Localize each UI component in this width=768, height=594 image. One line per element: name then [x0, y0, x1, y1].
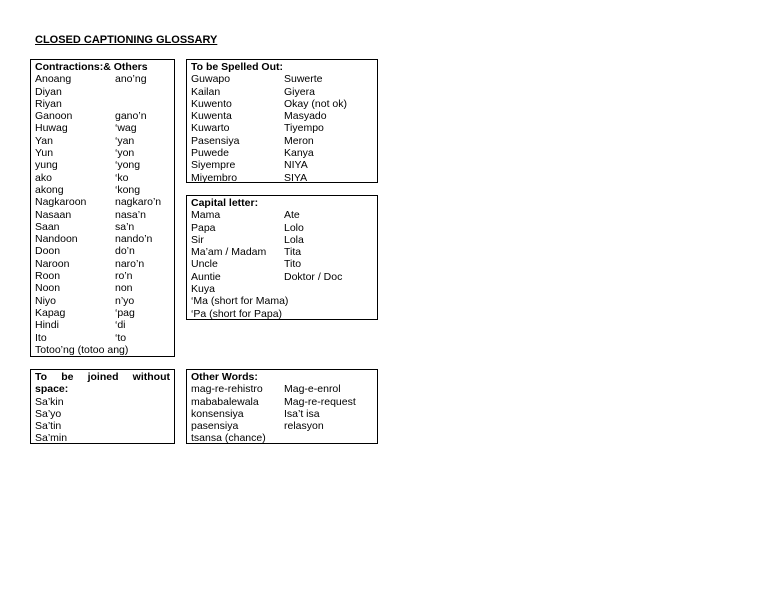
glossary-term: Doon — [35, 245, 61, 258]
glossary-row — [35, 307, 170, 319]
glossary-row — [191, 396, 373, 408]
glossary-row — [35, 73, 170, 85]
glossary-row — [191, 271, 373, 283]
glossary-row — [191, 420, 373, 432]
glossary-row — [35, 233, 170, 245]
glossary-term: Kuwenta — [191, 110, 232, 123]
glossary-form: Tito — [284, 258, 302, 271]
glossary-form: nagkaro’n — [115, 196, 162, 209]
glossary-row — [191, 159, 373, 171]
glossary-form: Tiyempo — [284, 122, 324, 135]
glossary-term: Nagkaroon — [35, 196, 87, 209]
glossary-form: non — [115, 282, 133, 295]
glossary-term: Pasensiya — [191, 134, 240, 147]
capital-single-item: ‘Ma (short for Mama) — [191, 295, 289, 308]
glossary-term: Riyan — [35, 97, 62, 110]
contractions-header: Contractions:& Others — [35, 61, 148, 73]
spelled-out-list — [191, 73, 373, 184]
glossary-term: Sir — [191, 233, 204, 246]
glossary-form: Doktor / Doc — [284, 270, 343, 283]
glossary-form: Suwerte — [284, 73, 323, 86]
glossary-form: Meron — [284, 134, 314, 147]
glossary-term: Kuya — [191, 283, 215, 296]
other-words-header: Other Words: — [191, 371, 258, 383]
glossary-term: Puwede — [191, 147, 229, 160]
page-title: CLOSED CAPTIONING GLOSSARY — [35, 34, 218, 46]
glossary-term: mag-re-rehistro — [191, 383, 263, 396]
glossary-form: Tita — [284, 246, 302, 259]
contractions-box — [30, 59, 175, 357]
glossary-term: Siyempre — [191, 159, 236, 172]
glossary-form: n’yo — [115, 294, 135, 307]
joined-item: Sa’yo — [35, 407, 62, 420]
glossary-row — [191, 172, 373, 184]
glossary-row — [191, 258, 373, 270]
glossary-form: ‘yon — [115, 147, 135, 160]
capital-single-item: ‘Pa (short for Papa) — [191, 307, 283, 320]
glossary-form: ano’ng — [115, 73, 147, 86]
glossary-term: ako — [35, 171, 52, 184]
glossary-form: ro’n — [115, 270, 133, 283]
glossary-row — [191, 283, 373, 295]
glossary-row — [35, 295, 170, 307]
glossary-row — [191, 73, 373, 85]
glossary-term: Ito — [35, 331, 47, 344]
glossary-row — [35, 147, 170, 159]
glossary-row — [35, 332, 170, 344]
glossary-form: naro’n — [115, 257, 145, 270]
glossary-term: Miyembro — [191, 171, 238, 184]
glossary-form: ‘wag — [115, 122, 137, 135]
glossary-row — [191, 98, 373, 110]
glossary-form: ‘to — [115, 331, 127, 344]
joined-item: Sa’tin — [35, 420, 62, 433]
glossary-row — [191, 234, 373, 246]
glossary-term: Mama — [191, 209, 221, 222]
glossary-term: akong — [35, 183, 64, 196]
glossary-form: Ate — [284, 209, 300, 222]
other-words-list — [191, 383, 373, 432]
glossary-row — [191, 147, 373, 159]
glossary-row — [35, 172, 170, 184]
glossary-row — [191, 135, 373, 147]
glossary-term: Nasaan — [35, 208, 72, 221]
glossary-form: ‘yan — [115, 134, 135, 147]
glossary-row — [35, 282, 170, 294]
joined-item: Sa’min — [35, 432, 68, 445]
glossary-term: Roon — [35, 270, 61, 283]
glossary-form: SIYA — [284, 171, 308, 184]
glossary-term: mababalewala — [191, 395, 259, 408]
glossary-row — [35, 86, 170, 98]
glossary-row — [35, 319, 170, 331]
glossary-term: Noon — [35, 282, 61, 295]
glossary-term: Diyan — [35, 85, 62, 98]
glossary-form: Giyera — [284, 85, 315, 98]
glossary-row — [35, 159, 170, 171]
joined-without-space-header: To be joined without space: — [35, 371, 170, 396]
glossary-form: relasyon — [284, 420, 324, 433]
glossary-row — [191, 408, 373, 420]
capital-letter-header: Capital letter: — [191, 197, 259, 209]
glossary-term: pasensiya — [191, 420, 239, 433]
glossary-row — [35, 196, 170, 208]
glossary-term: Naroon — [35, 257, 70, 270]
glossary-row — [35, 122, 170, 134]
glossary-form: ‘kong — [115, 183, 141, 196]
joined-item: Sa’kin — [35, 395, 64, 408]
glossary-row — [35, 245, 170, 257]
glossary-term: Kapag — [35, 306, 66, 319]
other-words-box — [186, 369, 378, 444]
glossary-form: Mag-re-request — [284, 395, 356, 408]
glossary-term: Ganoon — [35, 110, 73, 123]
glossary-term: Papa — [191, 221, 216, 234]
capital-letter-box — [186, 195, 378, 320]
glossary-form: sa’n — [115, 220, 135, 233]
glossary-term: Kuwarto — [191, 122, 230, 135]
glossary-form: nasa’n — [115, 208, 146, 221]
glossary-term: Huwag — [35, 122, 68, 135]
glossary-form: Lola — [284, 233, 304, 246]
glossary-row — [35, 258, 170, 270]
glossary-term: Auntie — [191, 270, 221, 283]
glossary-form: Mag-e-enrol — [284, 383, 341, 396]
glossary-term: Nandoon — [35, 233, 78, 246]
glossary-term: konsensiya — [191, 407, 244, 420]
other-words-last-item: tsansa (chance) — [191, 432, 266, 445]
glossary-form: nando’n — [115, 233, 153, 246]
glossary-row — [191, 246, 373, 258]
glossary-form: Okay (not ok) — [284, 97, 348, 110]
glossary-row — [35, 184, 170, 196]
glossary-row — [191, 222, 373, 234]
glossary-row — [35, 221, 170, 233]
glossary-row — [35, 209, 170, 221]
glossary-form: ‘yong — [115, 159, 141, 172]
glossary-row — [35, 270, 170, 282]
glossary-row — [35, 110, 170, 122]
glossary-row — [191, 86, 373, 98]
glossary-row — [35, 135, 170, 147]
glossary-row — [191, 383, 373, 395]
glossary-form: Lolo — [284, 221, 304, 234]
joined-without-space-box — [30, 369, 175, 444]
glossary-row — [191, 209, 373, 221]
contractions-list — [35, 73, 170, 344]
glossary-term: Uncle — [191, 258, 218, 271]
glossary-form: do’n — [115, 245, 135, 258]
glossary-form: ‘ko — [115, 171, 129, 184]
glossary-term: Saan — [35, 220, 60, 233]
glossary-form: Masyado — [284, 110, 327, 123]
glossary-row — [191, 110, 373, 122]
glossary-term: Hindi — [35, 319, 59, 332]
glossary-term: Kailan — [191, 85, 221, 98]
glossary-term: Yun — [35, 147, 54, 160]
glossary-form: NIYA — [284, 159, 308, 172]
glossary-term: Kuwento — [191, 97, 232, 110]
spelled-out-header: To be Spelled Out: — [191, 61, 283, 73]
glossary-term: Ma’am / Madam — [191, 246, 267, 259]
glossary-term: Niyo — [35, 294, 57, 307]
glossary-term: Guwapo — [191, 73, 231, 86]
spelled-out-box — [186, 59, 378, 183]
glossary-form: ‘pag — [115, 306, 135, 319]
glossary-form: ‘di — [115, 319, 126, 332]
glossary-form: Kanya — [284, 147, 314, 160]
glossary-row — [191, 122, 373, 134]
contractions-last-item: Totoo’ng (totoo ang) — [35, 343, 129, 356]
glossary-form: Isa’t isa — [284, 407, 320, 420]
glossary-term: yung — [35, 159, 58, 172]
glossary-form: gano’n — [115, 110, 147, 123]
capital-letter-list — [191, 209, 373, 295]
glossary-row — [35, 98, 170, 110]
glossary-term: Yan — [35, 134, 53, 147]
glossary-term: Anoang — [35, 73, 72, 86]
